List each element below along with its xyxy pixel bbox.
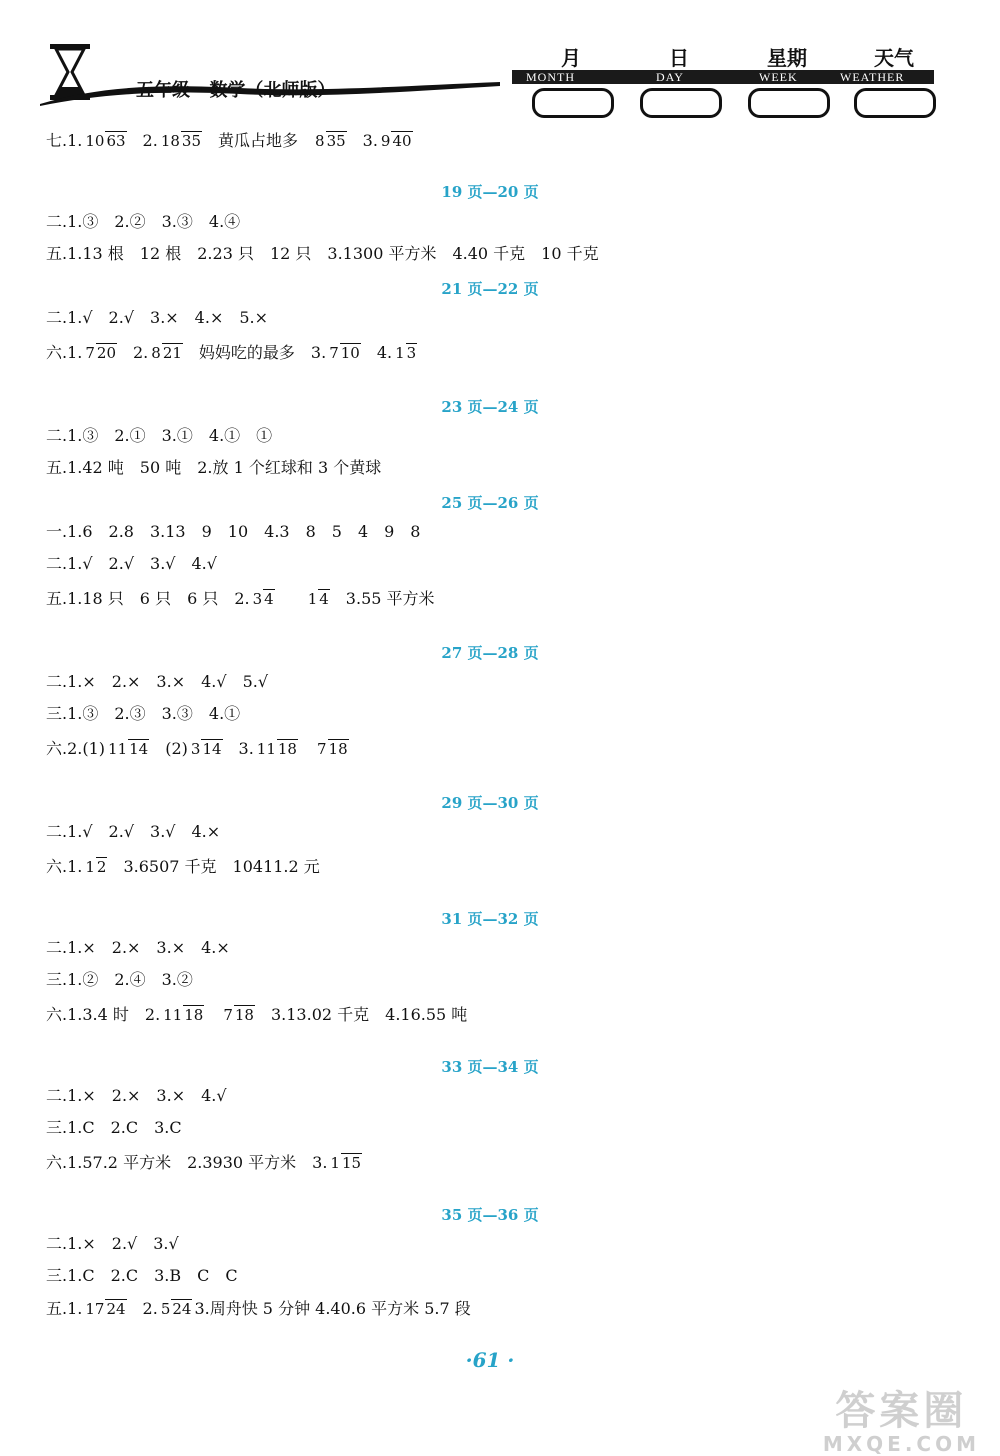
fraction: 3 14 — [190, 739, 222, 758]
weather-sublabel: WEATHER — [836, 70, 908, 84]
fraction: 11 14 — [108, 739, 149, 758]
fraction: 7 18 — [223, 1005, 254, 1024]
watermark-logo: 答案圈 — [835, 1388, 968, 1434]
answer-line: 二.1.√ 2.√ 3.√ 4.× — [46, 822, 221, 841]
section-heading: 31 页—32 页 — [441, 910, 539, 928]
week-label: 星期 — [767, 46, 807, 70]
week-box — [748, 88, 830, 118]
answer-line: 二.1.③ 2.① 3.① 4.① ① — [46, 426, 273, 445]
fraction: 3 4 — [252, 589, 274, 608]
answer-line: 三.1.② 2.④ 3.② — [46, 970, 193, 989]
answer-line: 六.1. 7 20 2. 8 21 妈妈吃的最多 3. 7 10 4. 1 3 — [46, 342, 417, 362]
answer-line: 七.1. 10 63 2. 18 35 黄瓜占地多 8 35 3. 9 40 — [46, 130, 412, 150]
book-title: 五年级 · 数学（北师版） — [136, 80, 336, 101]
answer-line: 二.1.③ 2.② 3.③ 4.④ — [46, 212, 241, 231]
answer-line: 六.1.57.2 平方米 2.3930 平方米 3. 1 15 — [46, 1152, 362, 1172]
fraction: 7 18 — [316, 739, 348, 758]
fraction: 8 21 — [151, 343, 182, 362]
fraction: 9 40 — [380, 131, 412, 150]
fraction: 1 3 — [395, 343, 417, 362]
section-heading: 25 页—26 页 — [441, 494, 539, 512]
section-heading: 29 页—30 页 — [441, 794, 539, 812]
answer-line: 三.1.C 2.C 3.B C C — [46, 1266, 238, 1285]
month-label: 月 — [561, 46, 581, 70]
fraction: 11 18 — [163, 1005, 204, 1024]
month-sublabel: MONTH — [522, 70, 579, 84]
fraction: 1 2 — [85, 857, 107, 876]
fraction: 1 4 — [307, 589, 329, 608]
section-heading: 19 页—20 页 — [441, 183, 539, 201]
answer-line: 五.1.18 只 6 只 6 只 2. 3 4 1 4 3.55 平方米 — [46, 588, 435, 608]
section-heading: 23 页—24 页 — [441, 398, 539, 416]
section-heading: 21 页—22 页 — [441, 280, 539, 298]
weather-label: 天气 — [874, 46, 914, 70]
weather-box — [854, 88, 936, 118]
month-box — [532, 88, 614, 118]
answer-line: 二.1.√ 2.√ 3.√ 4.√ — [46, 554, 217, 573]
answer-line: 五.1.42 吨 50 吨 2.放 1 个红球和 3 个黄球 — [46, 458, 382, 477]
fraction: 8 35 — [315, 131, 346, 150]
fraction: 17 24 — [85, 1299, 126, 1318]
section-heading: 33 页—34 页 — [441, 1058, 539, 1076]
fraction: 18 35 — [160, 131, 201, 150]
answer-line: 三.1.③ 2.③ 3.③ 4.① — [46, 704, 241, 723]
fraction: 7 20 — [85, 343, 116, 362]
answer-line: 六.1.3.4 时 2. 11 18 7 18 3.13.02 千克 4.16.55 吨 — [46, 1004, 468, 1024]
answer-line: 二.1.× 2.× 3.× 4.× — [46, 938, 230, 957]
watermark-url: MXQE.COM — [822, 1432, 980, 1456]
fraction: 7 10 — [329, 343, 360, 362]
section-heading: 27 页—28 页 — [441, 644, 539, 662]
answer-line: 一.1.6 2.8 3.13 9 10 4.3 8 5 4 9 8 — [46, 522, 421, 541]
answer-line: 二.1.√ 2.√ 3.× 4.× 5.× — [46, 308, 269, 327]
answer-line: 六.1. 1 2 3.6507 千克 10411.2 元 — [46, 856, 320, 876]
answer-line: 六.2.(1) 11 14 (2) 3 14 3. 11 18 7 18 — [46, 738, 348, 758]
day-label: 日 — [669, 46, 689, 70]
day-sublabel: DAY — [652, 70, 688, 84]
answer-line: 五.1.13 根 12 根 2.23 只 12 只 3.1300 平方米 4.40 千克 10 千克 — [46, 244, 599, 263]
page-number: ·61 · — [465, 1348, 515, 1372]
answer-line: 三.1.C 2.C 3.C — [46, 1118, 182, 1137]
fraction: 1 15 — [330, 1153, 362, 1172]
answer-line: 五.1. 17 24 2. 5 24 3.周舟快 5 分钟 4.40.6 平方米 5.7 段 — [46, 1298, 471, 1318]
answer-line: 二.1.× 2.× 3.× 4.√ 5.√ — [46, 672, 269, 691]
section-heading: 35 页—36 页 — [441, 1206, 539, 1224]
answer-line: 二.1.× 2.√ 3.√ — [46, 1234, 179, 1253]
week-sublabel: WEEK — [755, 70, 802, 84]
watermark — [823, 1390, 980, 1456]
fraction: 5 24 — [160, 1299, 192, 1318]
answer-line: 二.1.× 2.× 3.× 4.√ — [46, 1086, 227, 1105]
day-box — [640, 88, 722, 118]
fraction: 11 18 — [256, 739, 297, 758]
fraction: 10 63 — [85, 131, 126, 150]
